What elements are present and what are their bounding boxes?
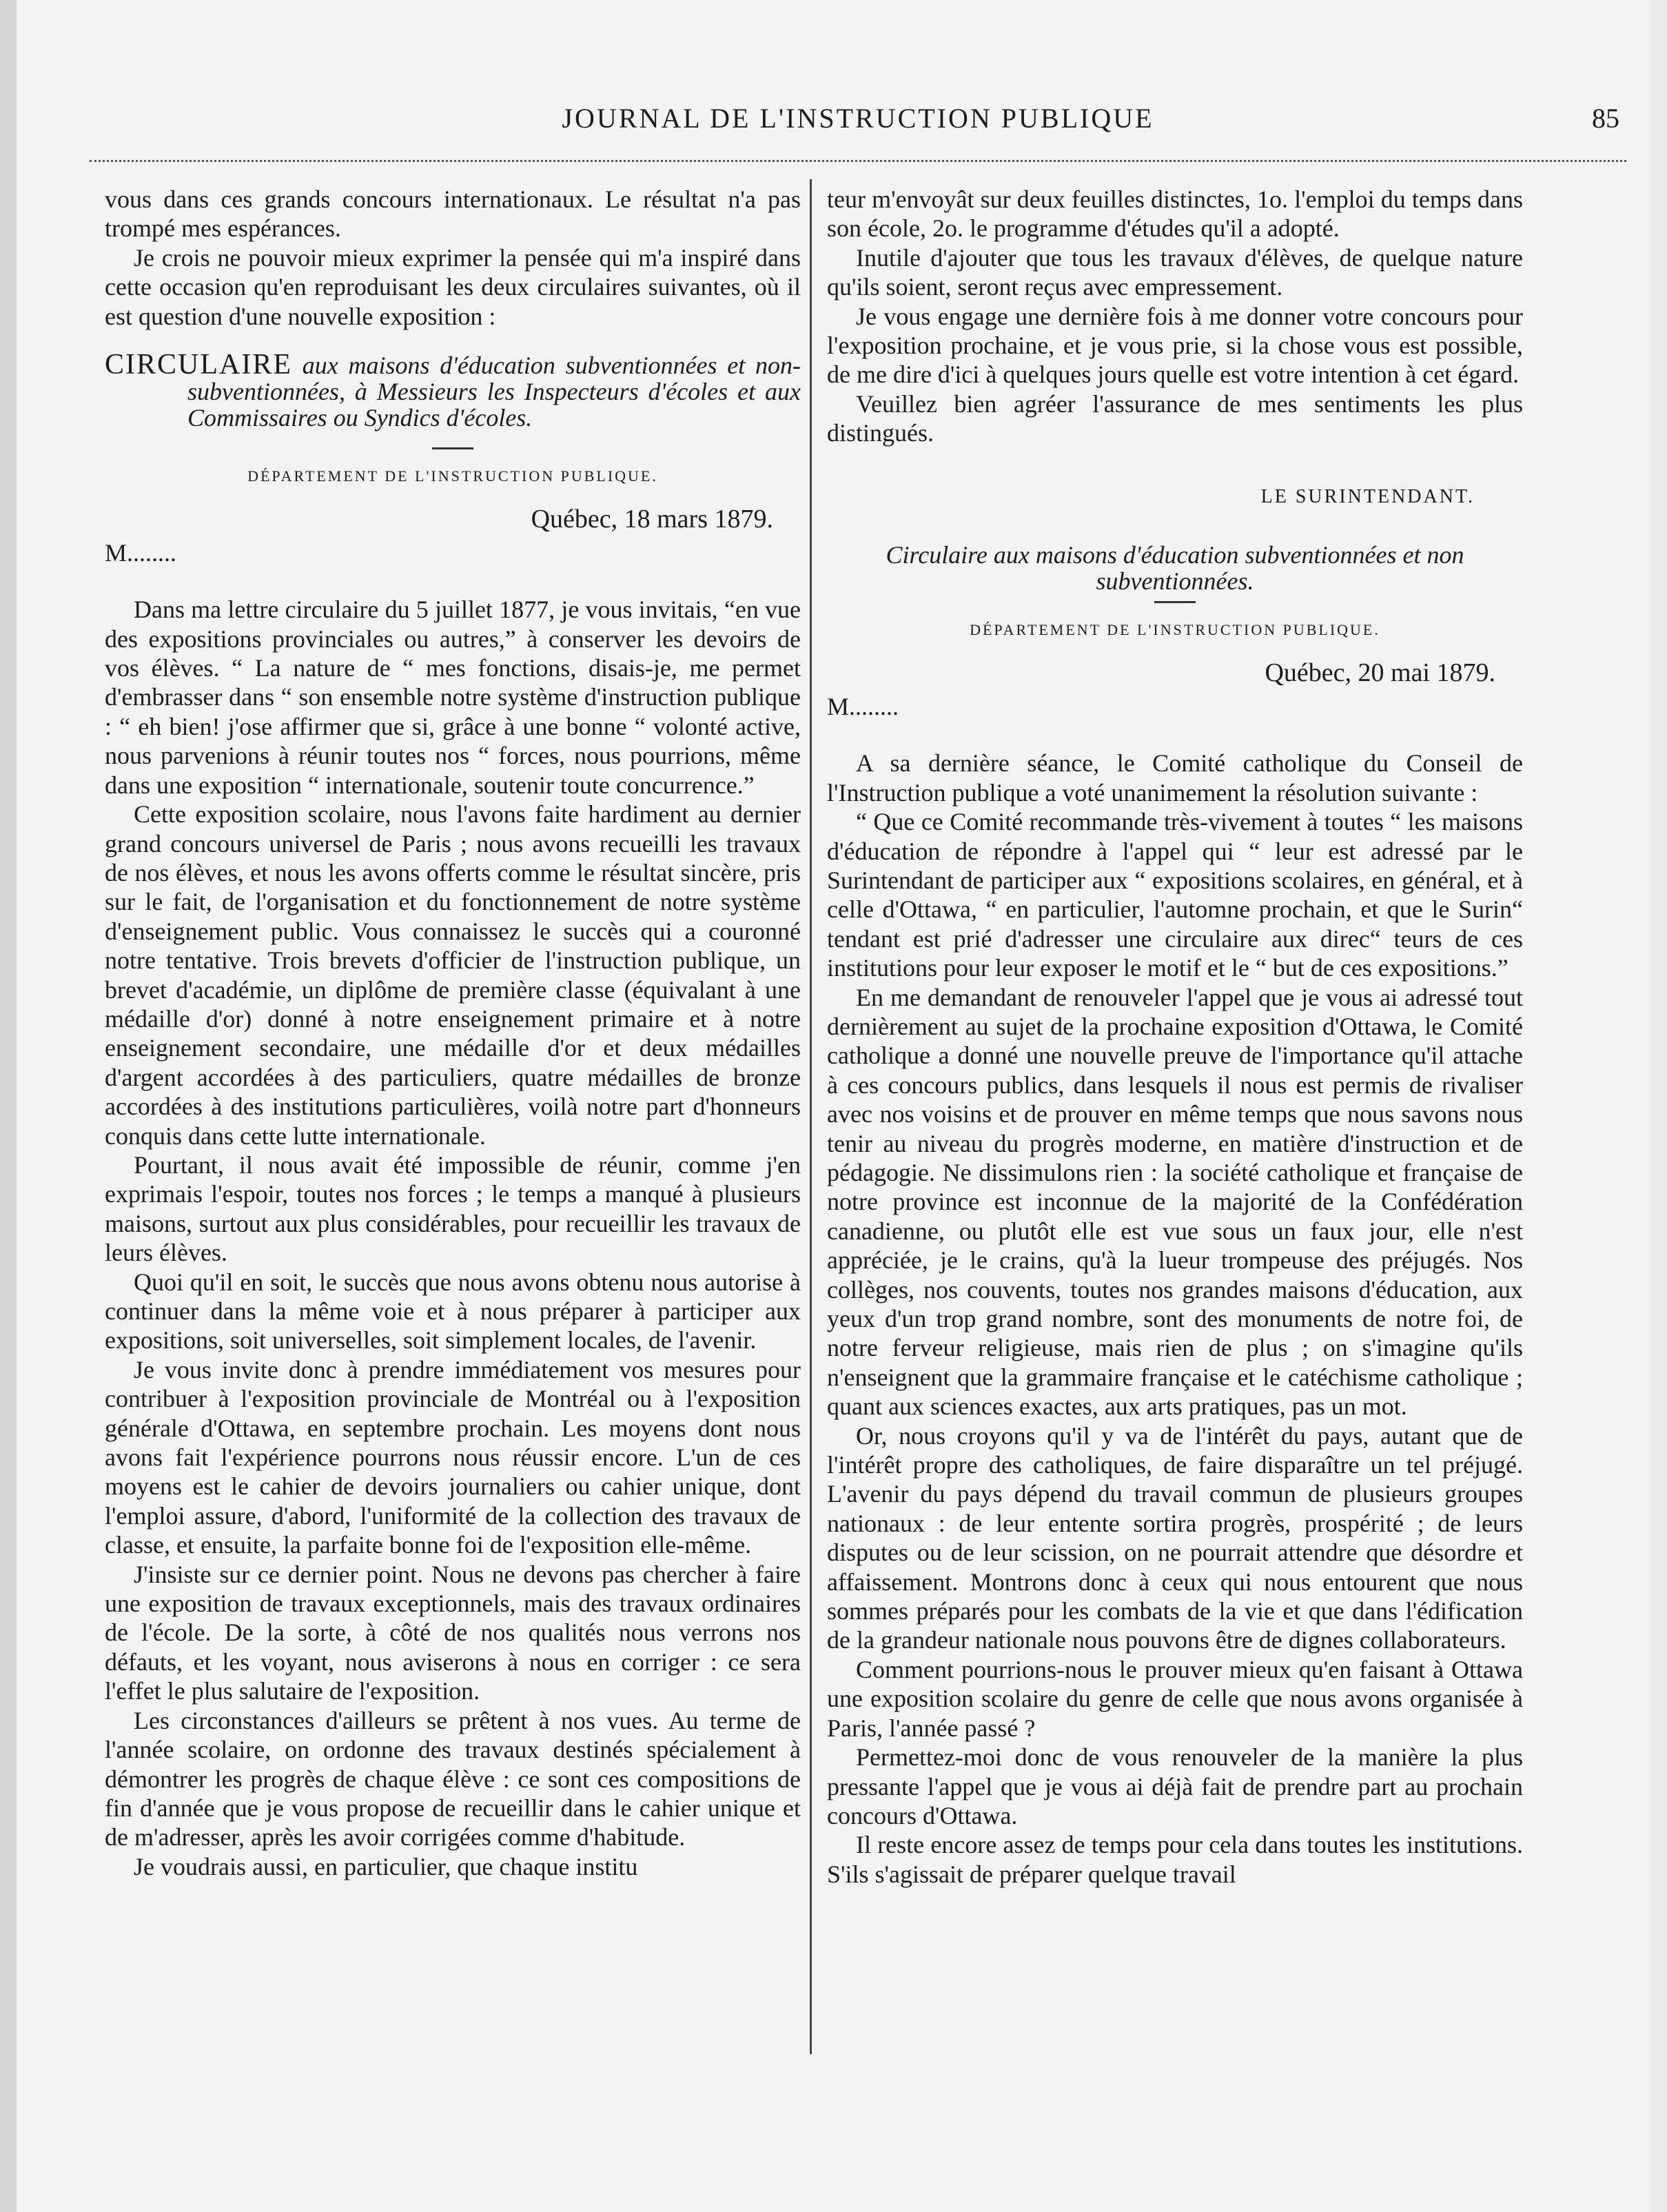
column-divider bbox=[810, 179, 812, 2054]
circular-subtitle: aux maisons d'éducation subventionnées et non-subventionnées, à Messieurs les Inspecteurs d'écoles et aux Commissaires ou Syndics d'écoles. bbox=[187, 352, 801, 432]
paragraph: vous dans ces grands concours internationaux. Le résultat n'a pas trompé mes espérances. bbox=[105, 185, 801, 243]
department-heading: DÉPARTEMENT DE L'INSTRUCTION PUBLIQUE. bbox=[970, 621, 1380, 639]
journal-title: JOURNAL DE L'INSTRUCTION PUBLIQUE bbox=[562, 103, 1154, 134]
paragraph: Cette exposition scolaire, nous l'avons faite hardiment au dernier grand concours universel de Paris ; nous avons recueilli les travaux de nos élèves, et nous les avons offerts comme le résultat sincère, pris sur le fait, de l'organisation et du fonctionnement de notre système d'enseignement public. Vous connaissez le succès qui a couronné notre tentative. Trois brevets d'officier de l'instruction publique, un brevet d'académie, un diplôme de première classe (équivalant à une médaille d'or) donné à notre enseignement primaire et à notre enseignement secondaire, une médaille d'or et deux médailles d'argent accordées à des particuliers, quatre médailles de bronze accordées à des institutions particulières, voilà notre part d'honneurs conquis dans cette lutte internationale. bbox=[105, 800, 801, 1150]
paragraph: Or, nous croyons qu'il y va de l'intérêt du pays, autant que de l'intérêt propre des catholiques, de faire disparaître un tel préjugé. L'avenir du pays dépend du travail commun de plusieurs groupes nationaux : de leur entente sortira progrès, prospérité ; de leurs disputes ou de leur scission, on ne pourrait attendre que désordre et affaissement. Montrons donc à ceux qui nous entourent que nous sommes préparés pour les combats de la vie et que dans l'édification de la grandeur nationale nous pouvons être de dignes collaborateurs. bbox=[827, 1421, 1523, 1654]
paragraph: “ Que ce Comité recommande très-vivement à toutes “ les maisons d'éducation de répondre à l'appel qui “ leur est adressé par le Surintendant de participer aux “ expositions scolaires, en général, et à celle d'Ottawa, “ en particulier, l'automne prochain, et que le Surin“ tendant est prié d'adresser une circulaire aux direc“ teurs de ces institutions pour leur exposer le motif et le “ but de ces expositions.” bbox=[827, 808, 1523, 982]
paragraph: Permettez-moi donc de vous renouveler de la manière la plus pressante l'appel que je vous ai déjà fait de prendre part au prochain concours d'Ottawa. bbox=[827, 1743, 1523, 1829]
paragraph: Il reste encore assez de temps pour cela dans toutes les institutions. S'ils s'agissait de préparer quelque travail bbox=[827, 1831, 1523, 1888]
dateline: Québec, 18 mars 1879. bbox=[531, 505, 773, 534]
paragraph: Comment pourrions-nous le prouver mieux qu'en faisant à Ottawa une exposition scolaire du genre de celle que nous avons organisée à Paris, l'année passé ? bbox=[827, 1655, 1523, 1742]
circular-heading-2: Circulaire aux maisons d'éducation subventionnées et non subventionnées. bbox=[886, 541, 1464, 596]
salutation: M........ bbox=[827, 692, 899, 720]
dateline: Québec, 20 mai 1879. bbox=[1265, 658, 1495, 688]
paragraph: Pourtant, il nous avait été impossible de réunir, comme j'en exprimais l'espoir, toutes nos forces ; le temps a manqué à plusieurs maisons, surtout aux plus considérables, pour recueillir les travaux de leurs élèves. bbox=[105, 1150, 801, 1267]
paragraph: Inutile d'ajouter que tous les travaux d'élèves, de quelque nature qu'ils soient, seront reçus avec empressement. bbox=[827, 243, 1523, 301]
paragraph: Quoi qu'il en soit, le succès que nous avons obtenu nous autorise à continuer dans la même voie et à nous préparer à participer aux expositions, soit universelles, soit simplement locales, de l'avenir. bbox=[105, 1268, 801, 1354]
header-rule bbox=[90, 160, 1626, 162]
page-binding-edge bbox=[0, 0, 18, 2212]
right-column bbox=[827, 185, 1523, 1889]
paragraph: En me demandant de renouveler l'appel que je vous ai adressé tout dernièrement au sujet de la prochaine exposition d'Ottawa, le Comité catholique a donné une nouvelle preuve de l'importance qu'il attache à ces concours publics, dans lesquels il nous est permis de rivaliser avec nos voisins et de prouver en même temps que nous savons nous tenir au niveau du progrès moderne, en matière d'instruction et de pédagogie. Ne dissimulons rien : la société catholique et française de notre province est inconnue de la majorité de la Confédération canadienne, ou plutôt elle est vue sous un faux jour, elle n'est appréciée, je le crains, qu'à la lueur trompeuse des préjugés. Nos collèges, nos couvents, toutes nos grandes maisons d'éducation, aux yeux d'un trop grand nombre, sont des monuments de notre foi, de notre ferveur religieuse, mais rien de plus ; on s'imagine qu'ils n'enseignent que la grammaire française et le catéchisme catholique ; quant aux sciences exactes, aux arts pratiques, pas un mot. bbox=[827, 983, 1523, 1421]
paragraph: Les circonstances d'ailleurs se prêtent à nos vues. Au terme de l'année scolaire, on ordonne des travaux destinés spécialement à démontrer les progrès de chaque élève : ce sont ces compositions de fin d'année que je vous propose de recueillir dans le cahier unique et de m'adresser, après les avoir corrigées comme d'habitude. bbox=[105, 1706, 801, 1851]
page-number: 85 bbox=[1592, 103, 1619, 134]
left-column bbox=[105, 185, 801, 1881]
department-heading: DÉPARTEMENT DE L'INSTRUCTION PUBLIQUE. bbox=[247, 467, 658, 485]
paragraph: A sa dernière séance, le Comité catholique du Conseil de l'Instruction publique a voté unanimement la résolution suivante : bbox=[827, 749, 1523, 806]
running-header bbox=[90, 102, 1626, 150]
salutation: M........ bbox=[105, 538, 177, 567]
paragraph: Veuillez bien agréer l'assurance de mes sentiments les plus distingués. bbox=[827, 389, 1523, 447]
paragraph: Je vous invite donc à prendre immédiatement vos mesures pour contribuer à l'exposition provinciale de Montréal ou à l'exposition générale d'Ottawa, en septembre prochain. Les moyens dont nous avons fait l'expérience pourrons nous réussir encore. L'un de ces moyens est le cahier de devoirs journaliers ou cahier unique, dont l'emploi assure, d'abord, l'uniformité de la collection des travaux de classe, et ensuite, la parfaite bonne foi de l'exposition elle-même. bbox=[105, 1355, 801, 1559]
paragraph: Je crois ne pouvoir mieux exprimer la pensée qui m'a inspiré dans cette occasion qu'en reproduisant les deux circulaires suivantes, où il est question d'une nouvelle exposition : bbox=[105, 243, 801, 330]
paragraph: Je voudrais aussi, en particulier, que chaque institu bbox=[134, 1852, 638, 1880]
signature: LE SURINTENDANT. bbox=[1260, 485, 1475, 507]
short-rule bbox=[1154, 601, 1196, 603]
short-rule bbox=[432, 447, 473, 449]
circular-label: CIRCULAIRE bbox=[105, 349, 292, 381]
paragraph: teur m'envoyât sur deux feuilles distinctes, 1o. l'emploi du temps dans son école, 2o. le programme d'études qu'il a adopté. bbox=[827, 185, 1523, 243]
paragraph: Je vous engage une dernière fois à me donner votre concours pour l'exposition prochaine, et je vous prie, si la chose vous est possible, de me dire d'ici à quelques jours quelle est votre intention à cet égard. bbox=[827, 302, 1523, 389]
paragraph: Dans ma lettre circulaire du 5 juillet 1877, je vous invitais, “en vue des expositions provinciales ou autres,” à conserver les devoirs de vos élèves. “ La nature de “ mes fonctions, disais-je, me permet d'embrasser dans “ son ensemble notre système d'instruction publique : “ eh bien! j'ose affirmer que si, grâce à une bonne “ volonté active, nous parvenions à réunir toutes nos “ forces, nous pourrions, même dans une exposition “ internationale, soutenir toute concurrence.” bbox=[105, 596, 801, 799]
circular-heading bbox=[105, 349, 801, 432]
paragraph: J'insiste sur ce dernier point. Nous ne devons pas chercher à faire une exposition de travaux exceptionnels, mais des travaux ordinaires de l'école. De la sorte, à côté de nos qualités nous verrons nos défauts, et les voyant, nous aviserons à nous en corriger : ce sera l'effet le plus salutaire de l'exposition. bbox=[105, 1560, 801, 1705]
